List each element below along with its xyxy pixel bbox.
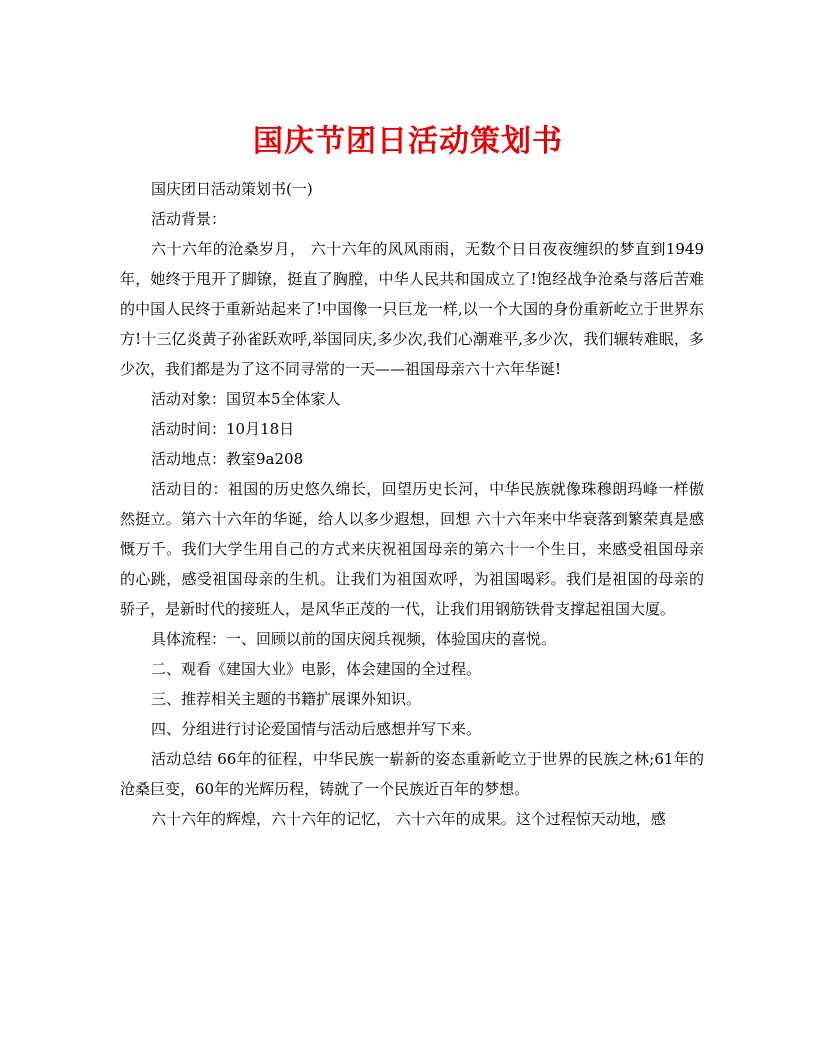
time-paragraph: 活动时间：10月18日 xyxy=(151,420,295,438)
closing-paragraph: 六十六年的辉煌，六十六年的记忆， 六十六年的成果。这个过程惊天动地，感 xyxy=(151,810,666,828)
subtitle-paragraph: 国庆团日活动策划书(一) xyxy=(151,180,313,198)
summary-paragraph: 活动总结 66年的征程，中华民族一崭新的姿态重新屹立于世界的民族之林;61年的沧桑巨变，60年的光辉历程，铸就了一个民族近百年的梦想。 xyxy=(120,750,704,798)
background-heading: 活动背景： xyxy=(151,210,227,228)
process-step-4: 四、分组进行讨论爱国情与活动后感想并写下来。 xyxy=(151,720,482,738)
location-paragraph: 活动地点：教室9a208 xyxy=(151,450,304,468)
purpose-paragraph: 活动目的：祖国的历史悠久绵长，回望历史长河，中华民族就像珠穆朗玛峰一样傲然挺立。第六十六年的华诞，给人以多少遐想，回想 六十六年来中华衰落到繁荣真是感慨万千。我们大学生用自己的方式来庆祝祖国母亲的第六十一个生日，来感受祖国母亲的心跳，感受祖国母亲的生机。让我们为祖国欢呼，为祖国喝彩。我们是祖国的母亲的骄子，是新时代的接班人，是风华正茂的一代，让我们用钢筋铁骨支撑起祖国大厦。 xyxy=(120,480,704,618)
process-step-1: 具体流程：一、回顾以前的国庆阅兵视频，体验国庆的喜悦。 xyxy=(151,630,557,648)
document-body xyxy=(120,174,704,834)
document-title: 国庆节团日活动策划书 xyxy=(253,124,563,160)
background-paragraph: 六十六年的沧桑岁月， 六十六年的风风雨雨，无数个日日夜夜缠织的梦直到1949年，她终于甩开了脚镣，挺直了胸膛，中华人民共和国成立了!饱经战争沧桑与落后苦难的中国人民终于重新站起来了!中国像一只巨龙一样,以一个大国的身份重新屹立于世界东方!十三亿炎黄子孙雀跃欢呼,举国同庆,多少次,我们心潮难平,多少次，我们辗转难眠，多少次，我们都是为了这不同寻常的一天——祖国母亲六十六年华诞! xyxy=(120,240,704,378)
process-step-2: 二、观看《建国大业》电影，体会建国的全过程。 xyxy=(151,660,482,678)
target-paragraph: 活动对象：国贸本5全体家人 xyxy=(151,390,341,408)
process-step-3: 三、推荐相关主题的书籍扩展课外知识。 xyxy=(151,690,422,708)
